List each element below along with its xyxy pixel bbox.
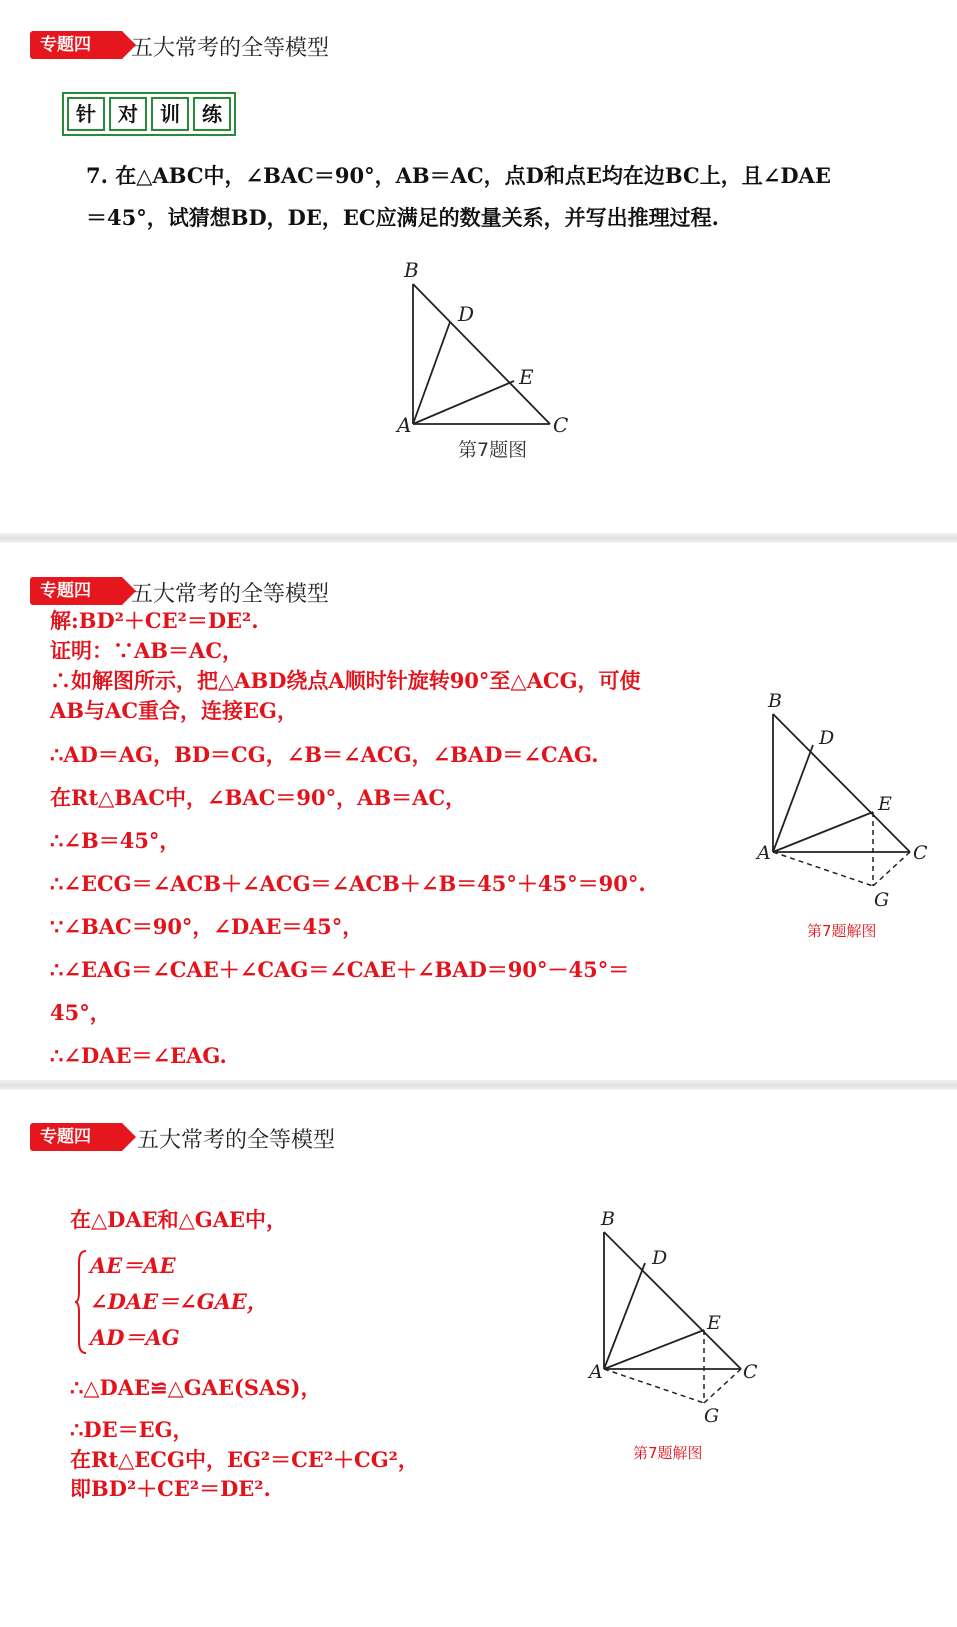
solution-line: ∴DE＝EG， <box>70 1417 194 1442</box>
label-A: A <box>397 413 412 437</box>
label-E: E <box>707 1312 721 1334</box>
label-B: B <box>601 1208 615 1230</box>
label-C: C <box>743 1361 758 1383</box>
drill-char: 针 <box>67 97 105 131</box>
label-B: B <box>404 258 419 282</box>
figure-caption: 第7题解图 <box>807 922 877 940</box>
figure-question <box>0 0 957 526</box>
solution-line: ∴AD＝AG，BD＝CG，∠B＝∠ACG，∠BAD＝∠CAG. <box>50 742 599 767</box>
drill-char: 对 <box>109 97 147 131</box>
drill-char: 练 <box>193 97 231 131</box>
figure-solution-2 <box>0 1092 957 1627</box>
slide-divider <box>0 533 957 543</box>
drill-char: 训 <box>151 97 189 131</box>
label-G: G <box>704 1405 720 1427</box>
figure-caption: 第7题图 <box>458 439 528 461</box>
solution-line: 证明：∵AB＝AC， <box>50 638 244 663</box>
label-D: D <box>458 302 475 326</box>
topic-title: 五大常考的全等模型 <box>131 36 330 61</box>
label-E: E <box>519 365 534 389</box>
label-C: C <box>553 413 569 437</box>
topic-tag: 专题四 <box>30 31 122 59</box>
question-line-2: ＝45°，试猜想BD，DE，EC应满足的数量关系，并写出推理过程. <box>86 205 719 230</box>
label-A: A <box>757 842 771 864</box>
solution-line: ∴如解图所示，把△ABD绕点A顺时针旋转90°至△ACG，可使 <box>50 668 641 693</box>
solution-intro: 在△DAE和△GAE中， <box>70 1207 288 1232</box>
solution-line: ∴∠B＝45°， <box>50 828 181 853</box>
figure-solution-1 <box>0 546 957 1080</box>
solution-line: 解:BD²＋CE²＝DE². <box>50 608 259 633</box>
solution-line: 即BD²＋CE²＝DE². <box>70 1476 271 1501</box>
solution-line: ∴∠DAE＝∠EAG. <box>50 1043 227 1068</box>
solution-line: 在Rt△ECG中，EG²＝CE²＋CG²， <box>70 1447 419 1472</box>
topic-tag: 专题四 <box>30 577 122 605</box>
topic-title: 五大常考的全等模型 <box>137 1128 336 1153</box>
label-C: C <box>913 842 928 864</box>
solution-line: 45°， <box>50 1000 111 1025</box>
topic-tag: 专题四 <box>30 1123 122 1151</box>
label-G: G <box>874 889 890 911</box>
system-eq: AE＝AE <box>90 1253 176 1278</box>
system-eq: ∠DAE＝∠GAE， <box>90 1289 268 1314</box>
label-E: E <box>878 793 892 815</box>
question-line-1: 7. 在△ABC中，∠BAC＝90°，AB＝AC，点D和点E均在边BC上，且∠DAE <box>86 163 831 188</box>
solution-line: ∴△DAE≌△GAE(SAS)， <box>70 1375 322 1400</box>
label-B: B <box>768 690 782 712</box>
system-eq: AD＝AG <box>90 1325 180 1350</box>
solution-line: AB与AC重合，连接EG， <box>50 698 298 723</box>
label-D: D <box>819 727 835 749</box>
solution-line: ∴∠EAG＝∠CAE＋∠CAG＝∠CAE＋∠BAD＝90°－45°＝ <box>50 957 630 982</box>
figure-caption: 第7题解图 <box>633 1444 703 1462</box>
topic-title: 五大常考的全等模型 <box>131 582 330 607</box>
slide-divider <box>0 1080 957 1090</box>
slide-solution-1 <box>0 546 957 1080</box>
slide-question <box>0 0 957 526</box>
label-A: A <box>589 1361 603 1383</box>
solution-line: ∴∠ECG＝∠ACB＋∠ACG＝∠ACB＋∠B＝45°＋45°＝90°. <box>50 871 646 896</box>
label-D: D <box>652 1247 668 1269</box>
solution-line: 在Rt△BAC中，∠BAC＝90°，AB＝AC， <box>50 785 467 810</box>
solution-line: ∵∠BAC＝90°，∠DAE＝45°， <box>50 914 364 939</box>
slide-solution-2 <box>0 1092 957 1627</box>
